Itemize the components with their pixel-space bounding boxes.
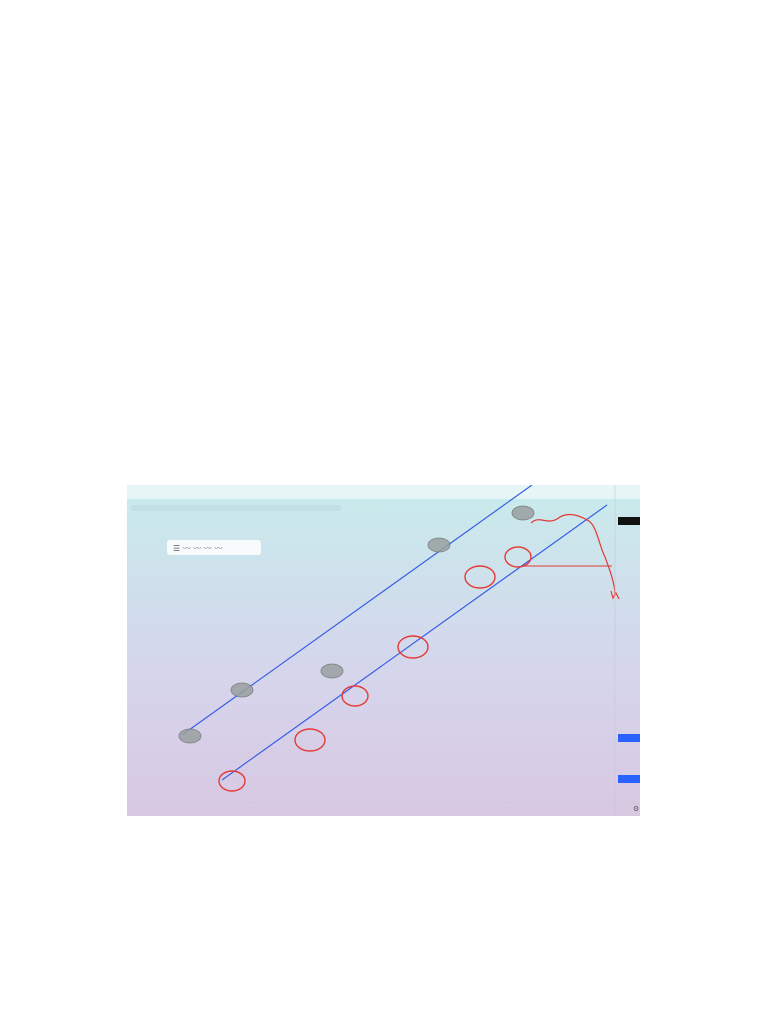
swing-high-marker	[321, 664, 343, 678]
chart-background	[127, 485, 640, 816]
bottom-badge-bg	[618, 775, 640, 783]
swing-high-marker	[428, 538, 450, 552]
swing-high-marker	[179, 729, 201, 743]
drawing-tools-icons[interactable]: ☰ 〰 〰 〰 〰	[173, 544, 223, 553]
swing-high-marker	[512, 506, 534, 520]
low-badge-bg	[618, 734, 640, 742]
swing-high-marker	[231, 683, 253, 697]
price-chart-screenshot	[127, 485, 640, 816]
chart-svg	[127, 485, 640, 816]
last-price-badge-bg	[618, 517, 640, 525]
settings-gear-icon[interactable]: ⚙	[633, 805, 640, 813]
indicator-row	[131, 505, 341, 511]
